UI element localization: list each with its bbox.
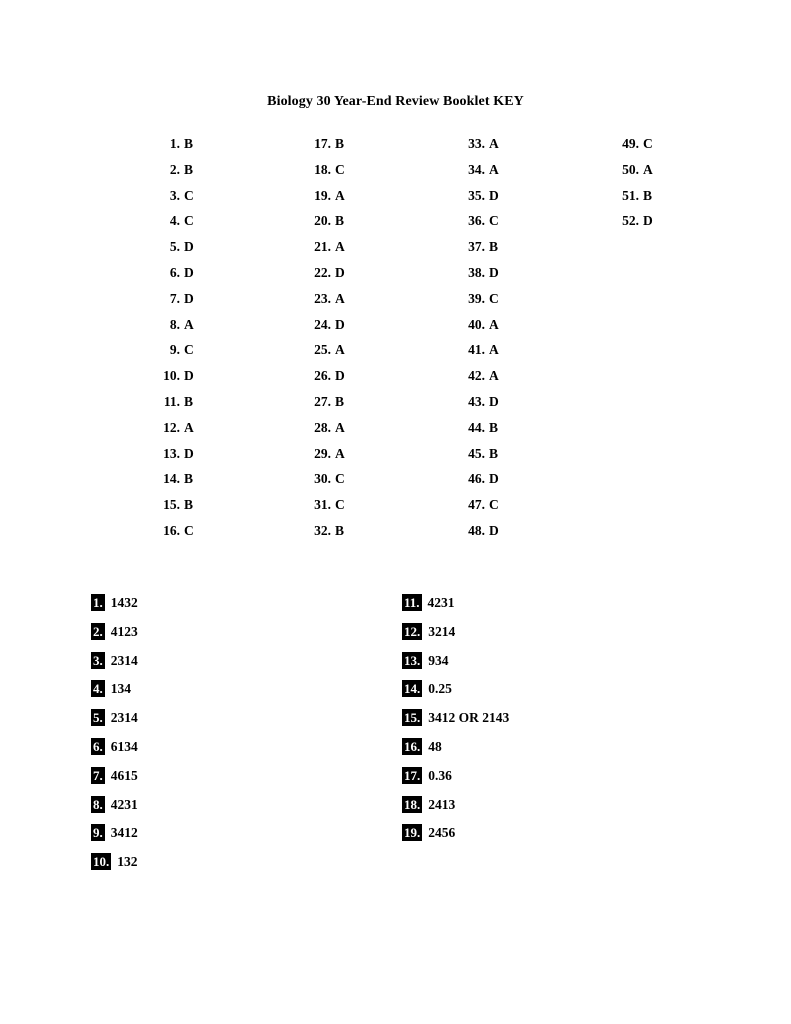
mc-answer-letter: C — [184, 187, 194, 203]
mc-question-number: 8. — [169, 316, 180, 332]
mc-question-number: 26. — [314, 368, 331, 384]
mc-answer-row — [455, 266, 525, 292]
mc-answer-row — [609, 137, 679, 163]
nr-answer-row — [402, 824, 509, 853]
mc-answer-row — [301, 472, 371, 498]
mc-answer-row — [455, 214, 525, 240]
mc-question-number: 38. — [468, 264, 485, 280]
mc-answer-letter: C — [184, 342, 194, 358]
nr-question-number-badge: 18. — [404, 796, 421, 812]
nr-answer-row — [91, 623, 138, 652]
mc-question-number: 39. — [468, 290, 485, 306]
mc-answer-letter: A — [335, 342, 345, 358]
mc-answer-row — [301, 214, 371, 240]
mc-answer-letter: A — [335, 239, 345, 255]
nr-question-number-badge: 5. — [93, 710, 103, 726]
mc-question-number: 50. — [622, 161, 639, 177]
nr-answer-value: 132 — [117, 854, 138, 870]
mc-answer-row — [455, 137, 525, 163]
page-title: Biology 30 Year-End Review Booklet KEY — [267, 94, 524, 109]
mc-answer-letter: D — [489, 187, 499, 203]
nr-answer-row — [91, 853, 138, 882]
nr-answer-row — [91, 824, 138, 853]
mc-answer-letter: B — [489, 239, 499, 255]
mc-answer-row — [150, 447, 220, 473]
mc-answer-letter: A — [184, 419, 194, 435]
mc-answer-letter: D — [184, 368, 194, 384]
mc-question-number: 19. — [314, 187, 331, 203]
mc-answer-letter: A — [335, 445, 345, 461]
mc-answer-row — [150, 369, 220, 395]
mc-answer-letter: A — [489, 136, 499, 151]
mc-question-number: 20. — [314, 213, 331, 229]
mc-answer-row — [301, 343, 371, 369]
mc-question-number: 36. — [468, 213, 485, 229]
mc-answer-letter: C — [643, 136, 653, 151]
mc-answer-letter: B — [643, 187, 653, 203]
mc-answer-letter: A — [184, 316, 194, 332]
mc-question-number: 24. — [314, 316, 331, 332]
mc-answer-row — [455, 369, 525, 395]
mc-question-number: 23. — [314, 290, 331, 306]
mc-question-number: 4. — [169, 213, 180, 229]
mc-answer-row — [301, 163, 371, 189]
mc-question-number: 34. — [468, 161, 485, 177]
mc-answer-letter: C — [184, 522, 194, 538]
mc-answer-row — [301, 524, 371, 550]
mc-question-number: 30. — [314, 471, 331, 487]
mc-answer-row — [455, 318, 525, 344]
mc-answer-row — [609, 214, 679, 240]
mc-answer-row — [455, 292, 525, 318]
mc-answer-letter: A — [335, 419, 345, 435]
mc-question-number: 43. — [468, 393, 485, 409]
nr-answer-row — [402, 623, 509, 652]
mc-answer-row — [455, 447, 525, 473]
mc-answer-row — [301, 318, 371, 344]
mc-answer-letter: D — [335, 316, 345, 332]
mc-answer-letter: D — [335, 368, 345, 384]
nr-answer-value: 48 — [428, 738, 442, 754]
mc-answer-row — [609, 189, 679, 215]
mc-answer-letter: B — [184, 497, 194, 513]
mc-answer-row — [455, 524, 525, 550]
mc-question-number: 16. — [163, 522, 180, 538]
mc-answer-row — [455, 498, 525, 524]
nr-answer-value: 4615 — [110, 767, 138, 783]
mc-question-number: 11. — [163, 393, 180, 409]
mc-answer-row — [150, 343, 220, 369]
mc-question-number: 48. — [468, 522, 485, 538]
mc-answer-letter: A — [489, 342, 499, 358]
mc-answer-row — [455, 343, 525, 369]
mc-answer-row — [301, 292, 371, 318]
mc-answer-row — [150, 266, 220, 292]
mc-answer-letter: B — [184, 136, 194, 151]
mc-question-number: 46. — [468, 471, 485, 487]
mc-question-number: 25. — [314, 342, 331, 358]
mc-answer-letter: C — [489, 497, 499, 513]
nr-answer-value: 2456 — [428, 825, 456, 841]
mc-column-1 — [150, 137, 220, 550]
mc-answer-row — [455, 395, 525, 421]
nr-question-number-badge: 15. — [404, 710, 421, 726]
mc-answer-row — [150, 240, 220, 266]
mc-question-number: 31. — [314, 497, 331, 513]
mc-question-number: 17. — [314, 136, 331, 151]
mc-answer-row — [455, 163, 525, 189]
mc-answer-row — [455, 240, 525, 266]
mc-answer-letter: B — [335, 136, 345, 151]
mc-answer-row — [301, 395, 371, 421]
nr-question-number-badge: 6. — [93, 738, 103, 754]
nr-answer-value: 934 — [428, 652, 449, 668]
nr-question-number-badge: 3. — [93, 652, 103, 668]
nr-question-number-badge: 16. — [404, 738, 421, 754]
mc-answer-letter: A — [489, 368, 499, 384]
nr-answer-value: 4231 — [427, 595, 455, 610]
mc-answer-letter: D — [184, 239, 194, 255]
nr-answer-value: 1432 — [110, 595, 138, 610]
mc-answer-row — [455, 421, 525, 447]
nr-answer-value: 4123 — [110, 623, 138, 639]
mc-answer-row — [150, 524, 220, 550]
mc-answer-letter: B — [489, 419, 499, 435]
mc-answer-letter: D — [335, 264, 345, 280]
mc-question-number: 32. — [314, 522, 331, 538]
mc-answer-row — [150, 292, 220, 318]
nr-answer-value: 134 — [110, 681, 131, 697]
nr-answer-row — [402, 680, 509, 709]
mc-answer-row — [301, 421, 371, 447]
mc-answer-letter: B — [335, 213, 345, 229]
mc-answer-letter: A — [335, 290, 345, 306]
mc-answer-letter: A — [643, 161, 653, 177]
mc-question-number: 41. — [468, 342, 485, 358]
mc-answer-row — [301, 137, 371, 163]
mc-question-number: 5. — [169, 239, 180, 255]
nr-question-number-badge: 7. — [93, 767, 103, 783]
mc-question-number: 45. — [468, 445, 485, 461]
nr-answer-row — [402, 767, 509, 796]
nr-question-number-badge: 8. — [93, 796, 103, 812]
nr-answer-row — [91, 738, 138, 767]
mc-answer-row — [150, 189, 220, 215]
mc-answer-letter: B — [335, 393, 345, 409]
mc-question-number: 44. — [468, 419, 485, 435]
mc-answer-row — [301, 240, 371, 266]
nr-answer-row — [91, 594, 138, 623]
nr-answer-value: 2413 — [428, 796, 456, 812]
nr-question-number-badge: 2. — [93, 623, 103, 639]
mc-answer-row — [150, 395, 220, 421]
nr-question-number-badge: 10. — [93, 854, 110, 870]
mc-answer-row — [150, 498, 220, 524]
mc-column-2 — [301, 137, 371, 550]
mc-question-number: 35. — [468, 187, 485, 203]
nr-answer-value: 3214 — [428, 623, 456, 639]
nr-answer-value: 6134 — [110, 738, 138, 754]
nr-question-number-badge: 14. — [404, 681, 421, 697]
nr-answer-row — [91, 767, 138, 796]
mc-column-4 — [609, 137, 679, 240]
nr-question-number-badge: 4. — [93, 681, 103, 697]
mc-answer-letter: C — [184, 213, 194, 229]
mc-question-number: 40. — [468, 316, 485, 332]
mc-question-number: 22. — [314, 264, 331, 280]
mc-answer-letter: D — [489, 471, 499, 487]
mc-question-number: 13. — [163, 445, 180, 461]
mc-answer-letter: A — [489, 161, 499, 177]
mc-answer-letter: D — [184, 264, 194, 280]
nr-question-number-badge: 17. — [404, 767, 421, 783]
mc-question-number: 52. — [622, 213, 639, 229]
nr-answer-row — [91, 680, 138, 709]
mc-answer-row — [609, 163, 679, 189]
mc-answer-letter: C — [335, 497, 345, 513]
mc-answer-letter: D — [184, 445, 194, 461]
mc-answer-letter: D — [489, 522, 499, 538]
nr-column-2 — [402, 594, 509, 853]
mc-answer-letter: B — [489, 445, 499, 461]
mc-question-number: 1. — [169, 136, 180, 151]
nr-answer-row — [91, 709, 138, 738]
nr-answer-row — [91, 652, 138, 681]
nr-answer-value: 2314 — [110, 710, 138, 726]
mc-answer-row — [301, 266, 371, 292]
nr-question-number-badge: 11. — [404, 595, 420, 610]
nr-answer-row — [402, 652, 509, 681]
mc-question-number: 14. — [163, 471, 180, 487]
mc-question-number: 28. — [314, 419, 331, 435]
mc-question-number: 3. — [169, 187, 180, 203]
mc-answer-letter: C — [489, 213, 499, 229]
nr-answer-value: 3412 — [110, 825, 138, 841]
mc-answer-row — [455, 472, 525, 498]
mc-answer-row — [150, 163, 220, 189]
mc-question-number: 10. — [163, 368, 180, 384]
nr-answer-row — [402, 738, 509, 767]
mc-answer-letter: C — [335, 471, 345, 487]
nr-column-1 — [91, 594, 138, 882]
nr-question-number-badge: 1. — [93, 595, 103, 610]
nr-question-number-badge: 19. — [404, 825, 421, 841]
mc-question-number: 42. — [468, 368, 485, 384]
mc-answer-row — [455, 189, 525, 215]
mc-question-number: 6. — [169, 264, 180, 280]
mc-answer-letter: C — [489, 290, 499, 306]
nr-question-number-badge: 9. — [93, 825, 103, 841]
mc-answer-letter: A — [335, 187, 345, 203]
nr-question-number-badge: 13. — [404, 652, 421, 668]
nr-answer-value: 0.36 — [428, 767, 452, 783]
mc-question-number: 37. — [468, 239, 485, 255]
nr-answer-row — [402, 594, 509, 623]
nr-answer-row — [91, 796, 138, 825]
mc-answer-row — [301, 447, 371, 473]
mc-column-3 — [455, 137, 525, 550]
mc-answer-letter: B — [184, 161, 194, 177]
mc-question-number: 27. — [314, 393, 331, 409]
mc-answer-row — [301, 498, 371, 524]
mc-answer-letter: B — [184, 393, 194, 409]
nr-question-number-badge: 12. — [404, 623, 421, 639]
mc-question-number: 47. — [468, 497, 485, 513]
nr-answer-value: 4231 — [110, 796, 138, 812]
mc-question-number: 9. — [169, 342, 180, 358]
mc-answer-letter: A — [489, 316, 499, 332]
mc-question-number: 51. — [622, 187, 639, 203]
mc-question-number: 15. — [163, 497, 180, 513]
mc-answer-letter: D — [489, 264, 499, 280]
mc-answer-letter: C — [335, 161, 345, 177]
mc-question-number: 18. — [314, 161, 331, 177]
mc-answer-row — [150, 421, 220, 447]
mc-answer-row — [150, 318, 220, 344]
mc-question-number: 33. — [468, 136, 485, 151]
mc-answer-letter: D — [489, 393, 499, 409]
mc-answer-row — [301, 369, 371, 395]
mc-question-number: 7. — [169, 290, 180, 306]
mc-question-number: 12. — [163, 419, 180, 435]
mc-answer-letter: B — [335, 522, 345, 538]
mc-answer-letter: B — [184, 471, 194, 487]
mc-answer-letter: D — [184, 290, 194, 306]
mc-answer-row — [150, 137, 220, 163]
nr-answer-value: 2314 — [110, 652, 138, 668]
mc-question-number: 21. — [314, 239, 331, 255]
mc-question-number: 2. — [169, 161, 180, 177]
nr-answer-row — [402, 796, 509, 825]
mc-answer-letter: D — [643, 213, 653, 229]
mc-question-number: 29. — [314, 445, 331, 461]
mc-answer-row — [150, 472, 220, 498]
nr-answer-value: 0.25 — [428, 681, 452, 697]
nr-answer-row — [402, 709, 509, 738]
mc-answer-row — [301, 189, 371, 215]
mc-answer-row — [150, 214, 220, 240]
nr-answer-value: 3412 OR 2143 — [428, 710, 510, 726]
mc-question-number: 49. — [622, 136, 639, 151]
